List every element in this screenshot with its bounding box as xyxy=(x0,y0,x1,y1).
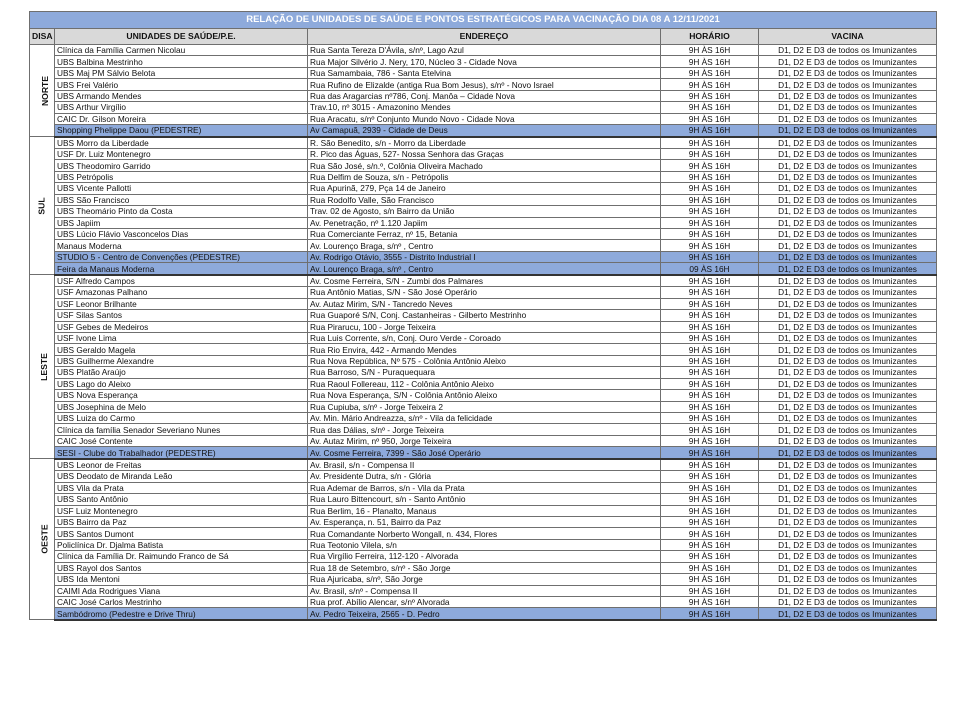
table-row xyxy=(30,90,937,101)
disa-label xyxy=(30,275,55,459)
unit-name-cell: UBS Geraldo Magela xyxy=(55,344,308,355)
unit-name-cell: UBS Santos Dumont xyxy=(55,528,308,539)
address-cell: Rua Major Silvério J. Nery, 170, Núcleo 3 - Cidade Nova xyxy=(308,56,661,67)
hours-cell: 9H ÀS 16H xyxy=(661,310,759,321)
hours-cell: 9H ÀS 16H xyxy=(661,608,759,620)
unit-name-cell: UBS Theomário Pinto da Costa xyxy=(55,206,308,217)
address-cell: Rua São José, s/n.º, Colônia Oliveira Machado xyxy=(308,160,661,171)
vaccine-cell: D1, D2 E D3 de todos os Imunizantes xyxy=(759,378,937,389)
unit-name-cell: UBS Balbina Mestrinho xyxy=(55,56,308,67)
address-cell: Rua das Aragarcias nº786, Conj. Manôa – Cidade Nova xyxy=(308,90,661,101)
unit-name-cell: SESI - Clube do Trabalhador (PEDESTRE) xyxy=(55,447,308,459)
vaccine-cell: D1, D2 E D3 de todos os Imunizantes xyxy=(759,494,937,505)
table-row xyxy=(30,528,937,539)
hours-cell: 9H ÀS 16H xyxy=(661,137,759,149)
table-row xyxy=(30,102,937,113)
vaccine-cell: D1, D2 E D3 de todos os Imunizantes xyxy=(759,608,937,620)
unit-name-cell: USF Leonor Brilhante xyxy=(55,298,308,309)
address-cell: Av. Esperança, n. 51, Bairro da Paz xyxy=(308,516,661,527)
table-row xyxy=(30,494,937,505)
table-row xyxy=(30,608,937,620)
disa-label-text: NORTE xyxy=(40,75,51,106)
hours-cell: 9H ÀS 16H xyxy=(661,160,759,171)
unit-name-cell: UBS Frei Valério xyxy=(55,79,308,90)
vaccine-cell: D1, D2 E D3 de todos os Imunizantes xyxy=(759,263,937,275)
vaccine-cell: D1, D2 E D3 de todos os Imunizantes xyxy=(759,459,937,471)
unit-name-cell: CAIC Dr. Gilson Moreira xyxy=(55,113,308,124)
vaccine-cell: D1, D2 E D3 de todos os Imunizantes xyxy=(759,79,937,90)
unit-name-cell: CAIMI Ada Rodrigues Viana xyxy=(55,585,308,596)
table-row xyxy=(30,332,937,343)
vaccine-cell: D1, D2 E D3 de todos os Imunizantes xyxy=(759,424,937,435)
address-cell: Av. Lourenço Braga, s/nº , Centro xyxy=(308,263,661,275)
vaccine-cell: D1, D2 E D3 de todos os Imunizantes xyxy=(759,171,937,182)
vaccine-cell: D1, D2 E D3 de todos os Imunizantes xyxy=(759,298,937,309)
vaccine-cell: D1, D2 E D3 de todos os Imunizantes xyxy=(759,551,937,562)
vaccine-cell: D1, D2 E D3 de todos os Imunizantes xyxy=(759,148,937,159)
vaccine-cell: D1, D2 E D3 de todos os Imunizantes xyxy=(759,137,937,149)
table-row xyxy=(30,194,937,205)
vaccine-cell: D1, D2 E D3 de todos os Imunizantes xyxy=(759,505,937,516)
table-row xyxy=(30,45,937,56)
address-cell: Rua Lauro Bittencourt, s/n - Santo Antônio xyxy=(308,494,661,505)
address-cell: Rua Virgílio Ferreira, 112-120 - Alvorada xyxy=(308,551,661,562)
unit-name-cell: UBS Lúcio Flávio Vasconcelos Dias xyxy=(55,229,308,240)
vaccine-cell: D1, D2 E D3 de todos os Imunizantes xyxy=(759,67,937,78)
address-cell: Rua Comerciante Ferraz, nº 15, Betania xyxy=(308,229,661,240)
table-row xyxy=(30,574,937,585)
table-row xyxy=(30,505,937,516)
table-row xyxy=(30,137,937,149)
table-row xyxy=(30,321,937,332)
vaccine-cell: D1, D2 E D3 de todos os Imunizantes xyxy=(759,574,937,585)
unit-name-cell: UBS Arthur Virgílio xyxy=(55,102,308,113)
table-row xyxy=(30,390,937,401)
vaccine-cell: D1, D2 E D3 de todos os Imunizantes xyxy=(759,275,937,287)
hours-cell: 9H ÀS 16H xyxy=(661,390,759,401)
unit-name-cell: USF Ivone Lima xyxy=(55,332,308,343)
vaccine-cell: D1, D2 E D3 de todos os Imunizantes xyxy=(759,390,937,401)
vaccine-cell: D1, D2 E D3 de todos os Imunizantes xyxy=(759,90,937,101)
table-row xyxy=(30,183,937,194)
unit-name-cell: UBS Deodato de Miranda Leão xyxy=(55,471,308,482)
vaccine-cell: D1, D2 E D3 de todos os Imunizantes xyxy=(759,321,937,332)
vaccine-cell: D1, D2 E D3 de todos os Imunizantes xyxy=(759,217,937,228)
header-disa: DISA xyxy=(30,29,55,45)
unit-name-cell: Manaus Moderna xyxy=(55,240,308,251)
header-endereco: ENDEREÇO xyxy=(308,29,661,45)
hours-cell: 9H ÀS 16H xyxy=(661,56,759,67)
unit-name-cell: CAIC José Carlos Mestrinho xyxy=(55,597,308,608)
table-row xyxy=(30,287,937,298)
vaccine-cell: D1, D2 E D3 de todos os Imunizantes xyxy=(759,447,937,459)
unit-name-cell: UBS Japiim xyxy=(55,217,308,228)
hours-cell: 09 ÀS 16H xyxy=(661,263,759,275)
address-cell: Av. Presidente Dutra, s/n - Glória xyxy=(308,471,661,482)
vaccine-cell: D1, D2 E D3 de todos os Imunizantes xyxy=(759,56,937,67)
hours-cell: 9H ÀS 16H xyxy=(661,287,759,298)
table-title: RELAÇÃO DE UNIDADES DE SAÚDE E PONTOS ESTRATÉGICOS PARA VACINAÇÃO DIA 08 A 12/11/2021 xyxy=(30,12,937,29)
hours-cell: 9H ÀS 16H xyxy=(661,275,759,287)
table-row xyxy=(30,344,937,355)
vaccine-cell: D1, D2 E D3 de todos os Imunizantes xyxy=(759,528,937,539)
table-row xyxy=(30,447,937,459)
hours-cell: 9H ÀS 16H xyxy=(661,171,759,182)
hours-cell: 9H ÀS 16H xyxy=(661,516,759,527)
vaccine-cell: D1, D2 E D3 de todos os Imunizantes xyxy=(759,516,937,527)
disa-label-text: LESTE xyxy=(38,352,49,381)
hours-cell: 9H ÀS 16H xyxy=(661,194,759,205)
hours-cell: 9H ÀS 16H xyxy=(661,206,759,217)
unit-name-cell: UBS Maj PM Sálvio Belota xyxy=(55,67,308,78)
address-cell: Av. Autaz Mirim, S/N - Tancredo Neves xyxy=(308,298,661,309)
hours-cell: 9H ÀS 16H xyxy=(661,413,759,424)
table-row xyxy=(30,217,937,228)
table-row xyxy=(30,597,937,608)
hours-cell: 9H ÀS 16H xyxy=(661,125,759,137)
address-cell: Rua prof. Abílio Alencar, s/nº Alvorada xyxy=(308,597,661,608)
vaccine-cell: D1, D2 E D3 de todos os Imunizantes xyxy=(759,310,937,321)
address-cell: Rua Guaporé S/N, Conj. Castanheiras - Gilberto Mestrinho xyxy=(308,310,661,321)
vaccine-cell: D1, D2 E D3 de todos os Imunizantes xyxy=(759,45,937,56)
vaccine-cell: D1, D2 E D3 de todos os Imunizantes xyxy=(759,367,937,378)
address-cell: Rua Samambaia, 786 - Santa Etelvina xyxy=(308,67,661,78)
header-unidade: UNIDADES DE SAÚDE/P.E. xyxy=(55,29,308,45)
table-row xyxy=(30,148,937,159)
address-cell: Rua Nova Esperança, S/N - Colônia Antônio Aleixo xyxy=(308,390,661,401)
unit-name-cell: Shopping Phelippe Daou (PEDESTRE) xyxy=(55,125,308,137)
hours-cell: 9H ÀS 16H xyxy=(661,562,759,573)
address-cell: Rua Ajuricaba, s/nº, São Jorge xyxy=(308,574,661,585)
address-cell: Rua Comandante Norberto Wongall, n. 434, Flores xyxy=(308,528,661,539)
unit-name-cell: UBS Lago do Aleixo xyxy=(55,378,308,389)
unit-name-cell: USF Dr. Luiz Montenegro xyxy=(55,148,308,159)
address-cell: R. São Benedito, s/n - Morro da Liberdade xyxy=(308,137,661,149)
address-cell: Trav.10, nº 3015 - Amazonino Mendes xyxy=(308,102,661,113)
hours-cell: 9H ÀS 16H xyxy=(661,435,759,446)
vaccine-cell: D1, D2 E D3 de todos os Imunizantes xyxy=(759,183,937,194)
hours-cell: 9H ÀS 16H xyxy=(661,482,759,493)
address-cell: Rua Antônio Matias, S/N - São José Operário xyxy=(308,287,661,298)
vaccine-cell: D1, D2 E D3 de todos os Imunizantes xyxy=(759,102,937,113)
vaccine-cell: D1, D2 E D3 de todos os Imunizantes xyxy=(759,435,937,446)
hours-cell: 9H ÀS 16H xyxy=(661,332,759,343)
vaccine-cell: D1, D2 E D3 de todos os Imunizantes xyxy=(759,585,937,596)
hours-cell: 9H ÀS 16H xyxy=(661,217,759,228)
hours-cell: 9H ÀS 16H xyxy=(661,424,759,435)
table-row xyxy=(30,79,937,90)
unit-name-cell: UBS Josephina de Melo xyxy=(55,401,308,412)
address-cell: Rua Rio Envira, 442 - Armando Mendes xyxy=(308,344,661,355)
address-cell: Av. Cosme Ferreira, 7399 - São José Operário xyxy=(308,447,661,459)
table-row xyxy=(30,240,937,251)
unit-name-cell: UBS Vicente Pallotti xyxy=(55,183,308,194)
table-row xyxy=(30,482,937,493)
hours-cell: 9H ÀS 16H xyxy=(661,240,759,251)
address-cell: Rua Santa Tereza D'Ávila, s/nº, Lago Azul xyxy=(308,45,661,56)
table-row xyxy=(30,310,937,321)
vaccine-cell: D1, D2 E D3 de todos os Imunizantes xyxy=(759,113,937,124)
hours-cell: 9H ÀS 16H xyxy=(661,298,759,309)
unit-name-cell: UBS Morro da Liberdade xyxy=(55,137,308,149)
unit-name-cell: USF Amazonas Palhano xyxy=(55,287,308,298)
address-cell: Av. Brasil, s/nº - Compensa II xyxy=(308,585,661,596)
vaccine-cell: D1, D2 E D3 de todos os Imunizantes xyxy=(759,160,937,171)
vaccine-cell: D1, D2 E D3 de todos os Imunizantes xyxy=(759,251,937,262)
header-vacina: VACINA xyxy=(759,29,937,45)
table-row xyxy=(30,424,937,435)
address-cell: Rua Aracatu, s/nº Conjunto Mundo Novo - Cidade Nova xyxy=(308,113,661,124)
hours-cell: 9H ÀS 16H xyxy=(661,539,759,550)
vaccine-cell: D1, D2 E D3 de todos os Imunizantes xyxy=(759,344,937,355)
unit-name-cell: USF Luiz Montenegro xyxy=(55,505,308,516)
unit-name-cell: STUDIO 5 - Centro de Convenções (PEDESTRE) xyxy=(55,251,308,262)
hours-cell: 9H ÀS 16H xyxy=(661,447,759,459)
table-row xyxy=(30,539,937,550)
address-cell: Av. Min. Mário Andreazza, s/nº - Vila da felicidade xyxy=(308,413,661,424)
vaccine-cell: D1, D2 E D3 de todos os Imunizantes xyxy=(759,125,937,137)
table-row xyxy=(30,471,937,482)
unit-name-cell: UBS Petrópolis xyxy=(55,171,308,182)
hours-cell: 9H ÀS 16H xyxy=(661,585,759,596)
address-cell: Av Camapuã, 2939 - Cidade de Deus xyxy=(308,125,661,137)
vaccination-table xyxy=(29,11,937,621)
disa-label-text: OESTE xyxy=(39,524,50,554)
address-cell: Trav. 02 de Agosto, s/n Bairro da União xyxy=(308,206,661,217)
vaccine-cell: D1, D2 E D3 de todos os Imunizantes xyxy=(759,482,937,493)
unit-name-cell: UBS Armando Mendes xyxy=(55,90,308,101)
unit-name-cell: UBS Guilherme Alexandre xyxy=(55,355,308,366)
table-row xyxy=(30,562,937,573)
hours-cell: 9H ÀS 16H xyxy=(661,183,759,194)
vaccine-cell: D1, D2 E D3 de todos os Imunizantes xyxy=(759,597,937,608)
disa-label xyxy=(30,137,55,275)
vaccine-cell: D1, D2 E D3 de todos os Imunizantes xyxy=(759,413,937,424)
vaccine-cell: D1, D2 E D3 de todos os Imunizantes xyxy=(759,355,937,366)
table-row xyxy=(30,516,937,527)
hours-cell: 9H ÀS 16H xyxy=(661,148,759,159)
vaccine-cell: D1, D2 E D3 de todos os Imunizantes xyxy=(759,229,937,240)
address-cell: Rua Ademar de Barros, s/n - Vila da Prata xyxy=(308,482,661,493)
unit-name-cell: USF Silas Santos xyxy=(55,310,308,321)
table-row xyxy=(30,263,937,275)
unit-name-cell: UBS Ida Mentoni xyxy=(55,574,308,585)
address-cell: Rua Delfim de Souza, s/n - Petrópolis xyxy=(308,171,661,182)
disa-label xyxy=(30,459,55,620)
table-row xyxy=(30,355,937,366)
table-row xyxy=(30,251,937,262)
vaccine-cell: D1, D2 E D3 de todos os Imunizantes xyxy=(759,539,937,550)
hours-cell: 9H ÀS 16H xyxy=(661,321,759,332)
table-row xyxy=(30,298,937,309)
unit-name-cell: Clínica da Família Dr. Raimundo Franco de Sá xyxy=(55,551,308,562)
hours-cell: 9H ÀS 16H xyxy=(661,229,759,240)
hours-cell: 9H ÀS 16H xyxy=(661,401,759,412)
hours-cell: 9H ÀS 16H xyxy=(661,102,759,113)
disa-label-text: SUL xyxy=(37,197,47,215)
hours-cell: 9H ÀS 16H xyxy=(661,90,759,101)
hours-cell: 9H ÀS 16H xyxy=(661,551,759,562)
hours-cell: 9H ÀS 16H xyxy=(661,459,759,471)
vaccine-cell: D1, D2 E D3 de todos os Imunizantes xyxy=(759,562,937,573)
table-row xyxy=(30,275,937,287)
vaccine-cell: D1, D2 E D3 de todos os Imunizantes xyxy=(759,287,937,298)
table-row xyxy=(30,56,937,67)
unit-name-cell: UBS Luiza do Carmo xyxy=(55,413,308,424)
unit-name-cell: UBS Bairro da Paz xyxy=(55,516,308,527)
hours-cell: 9H ÀS 16H xyxy=(661,528,759,539)
table-row xyxy=(30,229,937,240)
address-cell: Rua Nova República, Nº 575 - Colônia Antônio Aleixo xyxy=(308,355,661,366)
address-cell: R. Pico das Águas, 527- Nossa Senhora das Graças xyxy=(308,148,661,159)
table-row xyxy=(30,206,937,217)
hours-cell: 9H ÀS 16H xyxy=(661,494,759,505)
address-cell: Av. Rodrigo Otávio, 3555 - Distrito Industrial I xyxy=(308,251,661,262)
unit-name-cell: UBS Rayol dos Santos xyxy=(55,562,308,573)
unit-name-cell: UBS São Francisco xyxy=(55,194,308,205)
table-row xyxy=(30,459,937,471)
hours-cell: 9H ÀS 16H xyxy=(661,378,759,389)
vaccine-cell: D1, D2 E D3 de todos os Imunizantes xyxy=(759,240,937,251)
table-row xyxy=(30,585,937,596)
address-cell: Av. Pedro Teixeira, 2565 - D. Pedro xyxy=(308,608,661,620)
table-row xyxy=(30,551,937,562)
unit-name-cell: UBS Leonor de Freitas xyxy=(55,459,308,471)
address-cell: Av. Brasil, s/n - Compensa II xyxy=(308,459,661,471)
vaccine-cell: D1, D2 E D3 de todos os Imunizantes xyxy=(759,471,937,482)
header-horario: HORÁRIO xyxy=(661,29,759,45)
table-row xyxy=(30,125,937,137)
address-cell: Rua Luis Corrente, s/n, Conj. Ouro Verde - Coroado xyxy=(308,332,661,343)
hours-cell: 9H ÀS 16H xyxy=(661,367,759,378)
hours-cell: 9H ÀS 16H xyxy=(661,505,759,516)
unit-name-cell: CAIC José Contente xyxy=(55,435,308,446)
vaccine-cell: D1, D2 E D3 de todos os Imunizantes xyxy=(759,206,937,217)
address-cell: Rua das Dálias, s/nº - Jorge Teixeira xyxy=(308,424,661,435)
hours-cell: 9H ÀS 16H xyxy=(661,79,759,90)
address-cell: Av. Autaz Mirim, nº 950, Jorge Teixeira xyxy=(308,435,661,446)
address-cell: Av. Penetração, nº 1.120 Japiim xyxy=(308,217,661,228)
table-row xyxy=(30,171,937,182)
hours-cell: 9H ÀS 16H xyxy=(661,574,759,585)
unit-name-cell: USF Alfredo Campos xyxy=(55,275,308,287)
address-cell: Rua Rufino de Elizalde (antiga Rua Bom Jesus), s/nº - Novo Israel xyxy=(308,79,661,90)
vaccine-cell: D1, D2 E D3 de todos os Imunizantes xyxy=(759,401,937,412)
unit-name-cell: UBS Platão Araújo xyxy=(55,367,308,378)
unit-name-cell: Clínica da família Senador Severiano Nunes xyxy=(55,424,308,435)
table-row xyxy=(30,160,937,171)
table-row xyxy=(30,367,937,378)
unit-name-cell: Clínica da Família Carmen Nicolau xyxy=(55,45,308,56)
hours-cell: 9H ÀS 16H xyxy=(661,471,759,482)
vaccine-cell: D1, D2 E D3 de todos os Imunizantes xyxy=(759,332,937,343)
unit-name-cell: UBS Theodomiro Garrido xyxy=(55,160,308,171)
address-cell: Rua Raoul Follereau, 112 - Colônia Antônio Aleixo xyxy=(308,378,661,389)
hours-cell: 9H ÀS 16H xyxy=(661,597,759,608)
address-cell: Rua Rodolfo Valle, São Francisco xyxy=(308,194,661,205)
table-row xyxy=(30,413,937,424)
address-cell: Av. Cosme Ferreira, S/N - Zumbi dos Palmares xyxy=(308,275,661,287)
address-cell: Rua Berlim, 16 - Planalto, Manaus xyxy=(308,505,661,516)
address-cell: Rua Cupiuba, s/nº - Jorge Teixeira 2 xyxy=(308,401,661,412)
address-cell: Rua Apurinã, 279, Pça 14 de Janeiro xyxy=(308,183,661,194)
unit-name-cell: UBS Santo Antônio xyxy=(55,494,308,505)
hours-cell: 9H ÀS 16H xyxy=(661,251,759,262)
address-cell: Rua Pirarucu, 100 - Jorge Teixeira xyxy=(308,321,661,332)
hours-cell: 9H ÀS 16H xyxy=(661,344,759,355)
hours-cell: 9H ÀS 16H xyxy=(661,355,759,366)
disa-label xyxy=(30,45,55,137)
address-cell: Av. Lourenço Braga, s/nº , Centro xyxy=(308,240,661,251)
address-cell: Rua Teotonio Vilela, s/n xyxy=(308,539,661,550)
table-body xyxy=(30,45,937,620)
hours-cell: 9H ÀS 16H xyxy=(661,45,759,56)
unit-name-cell: UBS Nova Esperança xyxy=(55,390,308,401)
unit-name-cell: UBS Vila da Prata xyxy=(55,482,308,493)
address-cell: Rua 18 de Setembro, s/nº - São Jorge xyxy=(308,562,661,573)
table-row xyxy=(30,113,937,124)
address-cell: Rua Barroso, S/N - Puraquequara xyxy=(308,367,661,378)
unit-name-cell: USF Gebes de Medeiros xyxy=(55,321,308,332)
table-row xyxy=(30,378,937,389)
table-row xyxy=(30,435,937,446)
hours-cell: 9H ÀS 16H xyxy=(661,67,759,78)
hours-cell: 9H ÀS 16H xyxy=(661,113,759,124)
unit-name-cell: Feira da Manaus Moderna xyxy=(55,263,308,275)
unit-name-cell: Policlínica Dr. Djalma Batista xyxy=(55,539,308,550)
table-row xyxy=(30,67,937,78)
table-row xyxy=(30,401,937,412)
vaccine-cell: D1, D2 E D3 de todos os Imunizantes xyxy=(759,194,937,205)
unit-name-cell: Sambódromo (Pedestre e Drive Thru) xyxy=(55,608,308,620)
